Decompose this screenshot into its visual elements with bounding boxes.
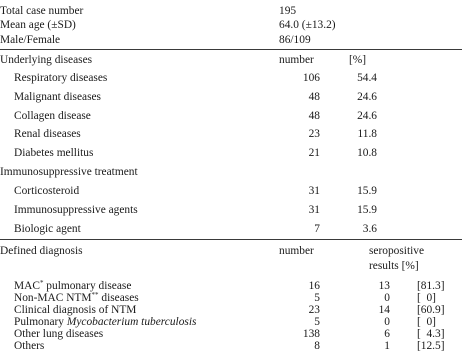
- table-row: [14, 341, 44, 352]
- footnote-mark: *: [39, 279, 44, 287]
- row-seropositive-percent: [ 0]: [417, 316, 436, 328]
- row-number: 23: [308, 128, 320, 140]
- row-label: Renal diseases: [14, 128, 81, 140]
- row-number: 21: [308, 147, 320, 159]
- percent-column-header: [%]: [349, 54, 367, 66]
- row-percent: 11.8: [357, 128, 377, 140]
- table-row: [14, 92, 101, 103]
- row-seropositive-count: 1: [384, 340, 390, 352]
- row-number: 48: [308, 110, 320, 122]
- table-row: [14, 329, 103, 340]
- sex-ratio-label: Male/Female: [0, 34, 61, 46]
- row-seropositive-count: 0: [384, 316, 390, 328]
- row-seropositive-count: 14: [378, 304, 390, 316]
- row-label: MAC: [14, 280, 40, 292]
- row-percent: 15.9: [357, 185, 377, 197]
- row-seropositive-percent: [60.9]: [417, 304, 445, 316]
- divider-line: [0, 49, 462, 50]
- mean-age-value: 64.0 (±13.2): [279, 19, 336, 31]
- row-seropositive-percent: [81.3]: [417, 280, 445, 292]
- table-row: [14, 205, 138, 216]
- row-label: Biologic agent: [14, 223, 81, 235]
- row-percent: 54.4: [357, 72, 377, 84]
- table-row: [14, 129, 81, 140]
- row-seropositive-percent: [ 4.3]: [417, 328, 445, 340]
- table-row: [14, 186, 79, 197]
- row-seropositive-count: 0: [384, 292, 390, 304]
- row-label: Non-MAC NTM: [14, 292, 92, 304]
- table-row: [14, 317, 196, 328]
- footnote-mark: **: [91, 291, 99, 299]
- row-number: 138: [302, 328, 320, 340]
- row-number: 8: [314, 340, 320, 352]
- row-percent: 3.6: [362, 223, 377, 235]
- divider-line: [0, 239, 462, 240]
- total-case-value: 195: [279, 5, 297, 17]
- row-seropositive-count: 6: [384, 328, 390, 340]
- row-percent: 15.9: [357, 204, 377, 216]
- immunosuppressive-treatment-header: Immunosuppressive treatment: [0, 166, 138, 178]
- table-row: [14, 148, 93, 159]
- row-number: 5: [314, 292, 320, 304]
- total-case-label: Total case number: [0, 5, 84, 17]
- number-column-header: number: [279, 54, 314, 66]
- row-label: Other lung diseases: [14, 328, 104, 340]
- row-seropositive-percent: [ 0]: [417, 292, 436, 304]
- row-percent: 24.6: [357, 91, 377, 103]
- row-label-tail: pulmonary disease: [43, 280, 132, 292]
- row-label-tail: diseases: [98, 292, 139, 304]
- row-seropositive-percent: [12.5]: [417, 340, 445, 352]
- row-percent: 10.8: [357, 147, 377, 159]
- row-label: Diabetes mellitus: [14, 147, 94, 159]
- underlying-diseases-header: Underlying diseases: [0, 54, 93, 66]
- row-label: Malignant diseases: [14, 91, 101, 103]
- row-label: Collagen disease: [14, 110, 91, 122]
- seropositive-column-header-line2: results [%]: [369, 260, 419, 272]
- mean-age-label: Mean age (±SD): [0, 19, 76, 31]
- table-row: [14, 73, 107, 84]
- row-label: Clinical diagnosis of NTM: [14, 304, 137, 316]
- row-label: Pulmonary: [14, 316, 67, 328]
- table-row: [14, 293, 139, 304]
- row-number: 5: [314, 316, 320, 328]
- row-number: 7: [314, 223, 320, 235]
- row-number: 106: [302, 72, 320, 84]
- number-column-header: number: [279, 245, 314, 257]
- row-number: 31: [308, 204, 320, 216]
- table-row: [14, 281, 131, 292]
- table-row: [14, 224, 81, 235]
- row-seropositive-count: 13: [378, 280, 390, 292]
- row-label: Immunosuppressive agents: [14, 204, 138, 216]
- table-row: [14, 111, 91, 122]
- row-number: 23: [308, 304, 320, 316]
- sex-ratio-value: 86/109: [279, 34, 311, 46]
- table-row: [14, 305, 136, 316]
- row-label: Others: [14, 340, 45, 352]
- row-label: Respiratory diseases: [14, 72, 108, 84]
- row-number: 48: [308, 91, 320, 103]
- row-percent: 24.6: [357, 110, 377, 122]
- seropositive-column-header: seropositive: [369, 245, 425, 257]
- row-number: 16: [308, 280, 320, 292]
- row-number: 31: [308, 185, 320, 197]
- row-label: Corticosteroid: [14, 185, 80, 197]
- row-label-italic: Mycobacterium tuberculosis: [66, 316, 197, 328]
- defined-diagnosis-header: Defined diagnosis: [0, 245, 83, 257]
